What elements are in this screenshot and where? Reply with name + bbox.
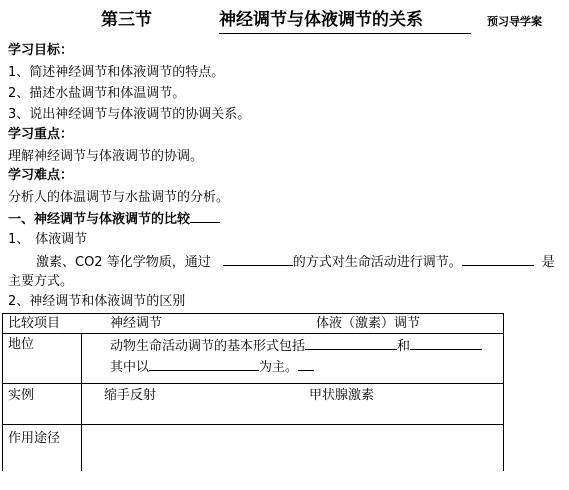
sub1-heading xyxy=(8,232,87,248)
objective-item-2 xyxy=(8,86,185,102)
objective-text: 简述神经调节和体液调节的特点。 xyxy=(29,65,225,80)
heading-blank xyxy=(190,210,220,223)
sub1-line1-suffix: 是 xyxy=(541,255,555,270)
key-points-text: 理解神经调节与体液调节的协调。 xyxy=(8,149,204,164)
status-line2-prefix: 其中以 xyxy=(110,360,150,375)
table-row-label-pathway: 作用途径 xyxy=(8,431,61,446)
example-neural: 缩手反射 xyxy=(104,388,157,403)
objective-item-1 xyxy=(8,65,224,81)
fill-blank-6[interactable] xyxy=(298,358,314,371)
objective-item-3 xyxy=(8,107,250,123)
objective-text: 描述水盐调节和体温调节。 xyxy=(29,86,186,101)
difficulties-text: 分析人的体温调节与水盐调节的分析。 xyxy=(8,190,230,205)
part1-heading-text: 一、神经调节与体液调节的比较 xyxy=(8,212,191,227)
table-header-item: 比较项目 xyxy=(8,316,61,331)
sub2-num: 2、 xyxy=(8,294,30,309)
sub1-line1-prefix: 激素、CO2 等化学物质，通过 xyxy=(36,255,211,270)
sub1-line2: 主要方式。 xyxy=(8,274,74,289)
objectives-heading: 学习目标： xyxy=(8,43,74,58)
fill-blank-4[interactable] xyxy=(410,337,482,350)
objective-num: 2、 xyxy=(8,86,30,101)
page-title: 神经调节与体液调节的关系 xyxy=(219,10,423,30)
sub1-line1-middle: 的方式对生命活动进行调节。 xyxy=(292,255,462,270)
fill-blank-3[interactable] xyxy=(305,337,397,350)
fill-blank-2[interactable] xyxy=(462,253,534,266)
objective-num: 3、 xyxy=(8,107,30,122)
sub1-num: 1、 xyxy=(8,232,30,247)
page-tag: 预习导学案 xyxy=(487,15,542,28)
title-underline xyxy=(219,33,471,34)
table-row-label-status: 地位 xyxy=(8,337,35,352)
example-humoral: 甲状腺激素 xyxy=(309,388,375,403)
table-header-neural: 神经调节 xyxy=(110,316,163,331)
status-line2 xyxy=(110,358,314,376)
fill-blank-5[interactable] xyxy=(149,358,259,371)
sub1-title: 体液调节 xyxy=(35,232,88,247)
table-header-humoral: 体液（激素）调节 xyxy=(316,316,421,331)
sub2-title: 神经调节和体液调节的区别 xyxy=(29,294,186,309)
difficulties-heading: 学习难点： xyxy=(8,168,74,183)
status-line1-text: 动物生命活动调节的基本形式包括 xyxy=(110,339,306,354)
part1-heading xyxy=(8,210,220,228)
objective-num: 1、 xyxy=(8,65,30,80)
sub1-line1 xyxy=(36,253,555,271)
status-line1-and: 和 xyxy=(397,339,411,354)
fill-blank-1[interactable] xyxy=(223,253,293,266)
status-line1 xyxy=(110,337,482,355)
objective-text: 说出神经调节与体液调节的协调关系。 xyxy=(29,107,251,122)
table-row-label-example: 实例 xyxy=(8,388,35,403)
status-line2-suffix: 为主。 xyxy=(259,360,299,375)
key-points-heading: 学习重点： xyxy=(8,127,74,142)
sub2-heading xyxy=(8,294,185,310)
section-number: 第三节 xyxy=(101,10,152,30)
